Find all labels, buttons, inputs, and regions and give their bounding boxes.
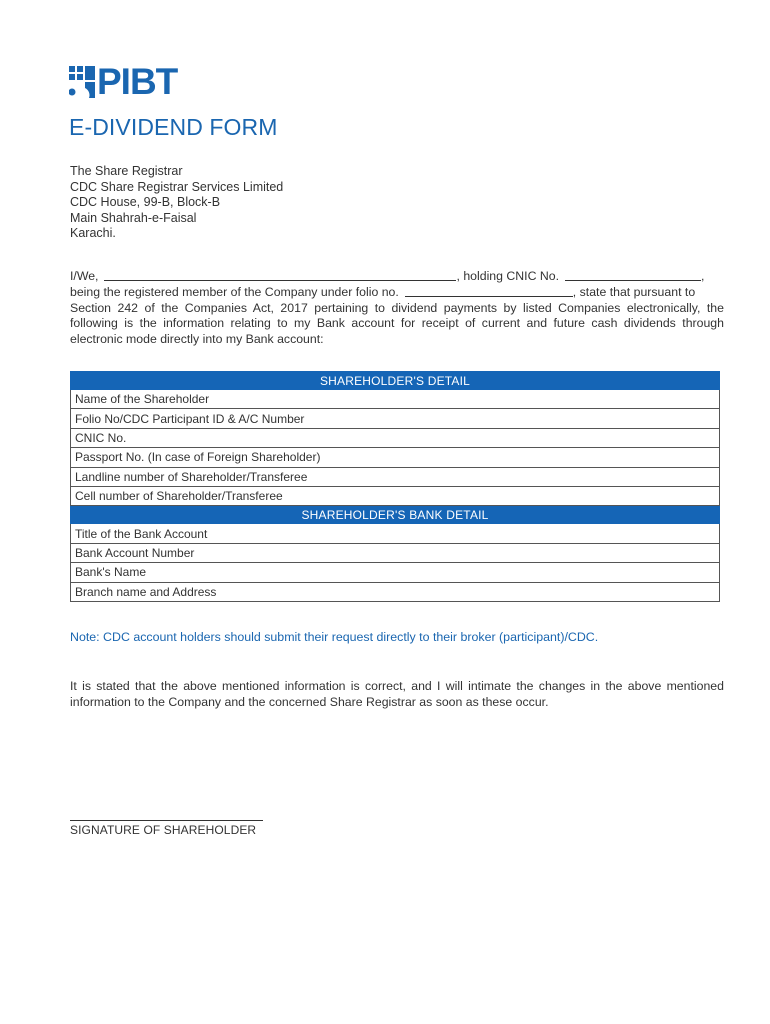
bank-detail-header: SHAREHOLDER'S BANK DETAIL — [71, 506, 720, 524]
table-row-bank-name[interactable]: Bank's Name — [71, 563, 720, 582]
pibt-logo — [69, 61, 203, 102]
declaration-comma: , — [701, 269, 705, 283]
table-row-shareholder-name[interactable]: Name of the Shareholder — [71, 390, 720, 409]
address-line: Karachi. — [70, 226, 116, 241]
logo-mark-icon — [69, 66, 99, 98]
declaration-iwe-label: I/We, — [70, 269, 99, 283]
cnic-blank-field[interactable] — [565, 269, 701, 281]
address-line: The Share Registrar — [70, 164, 183, 178]
declaration-line-2 — [70, 285, 724, 301]
table-row-branch-address[interactable]: Branch name and Address — [71, 582, 720, 601]
registrar-address — [70, 164, 283, 242]
statement-paragraph — [70, 679, 724, 711]
signature-line[interactable] — [70, 820, 263, 821]
logo-text: PIBT — [97, 61, 178, 102]
declaration-cnic-label: , holding CNIC No. — [456, 269, 560, 283]
address-line: CDC Share Registrar Services Limited — [70, 179, 284, 194]
table-row-landline[interactable]: Landline number of Shareholder/Transferee — [71, 467, 720, 486]
declaration-line-4: following is the information relating to my Bank account for receipt of current and future cash dividends through — [70, 316, 724, 331]
cdc-note: Note: CDC account holders should submit their request directly to their broker (participant)/CDC. — [70, 630, 599, 644]
declaration-paragraph — [70, 269, 724, 348]
form-title: E-DIVIDEND FORM — [69, 114, 278, 140]
address-line: Main Shahrah-e-Faisal — [70, 210, 197, 225]
declaration-line-1 — [70, 269, 724, 285]
declaration-folio-label: being the registered member of the Company under folio no. — [70, 284, 399, 299]
table-row-cell-number[interactable]: Cell number of Shareholder/Transferee — [71, 486, 720, 505]
declaration-pursuant-text: , state that pursuant to — [572, 284, 696, 299]
declaration-line-3: Section 242 of the Companies Act, 2017 pertaining to dividend payments by listed Companies electronically, the — [70, 300, 724, 315]
name-blank-field[interactable] — [104, 269, 456, 281]
table-row-bank-account-number[interactable]: Bank Account Number — [71, 543, 720, 562]
table-row-passport[interactable]: Passport No. (In case of Foreign Shareholder) — [71, 448, 720, 467]
statement-line-2: information to the Company and the concerned Share Registrar as soon as these occur. — [70, 694, 549, 709]
shareholder-detail-header: SHAREHOLDER'S DETAIL — [71, 372, 720, 390]
table-row-cnic[interactable]: CNIC No. — [71, 428, 720, 447]
address-line: CDC House, 99-B, Block-B — [70, 195, 221, 210]
signature-label: SIGNATURE OF SHAREHOLDER — [70, 823, 257, 837]
declaration-line-5: electronic mode directly into my Bank account: — [70, 332, 324, 347]
folio-blank-field[interactable] — [405, 285, 573, 297]
table-row-bank-account-title[interactable]: Title of the Bank Account — [71, 524, 720, 543]
statement-line-1: It is stated that the above mentioned information is correct, and I will intimate the changes in the above mentioned — [70, 679, 724, 693]
shareholder-detail-table — [70, 371, 720, 602]
table-row-folio-number[interactable]: Folio No/CDC Participant ID & A/C Number — [71, 409, 720, 428]
